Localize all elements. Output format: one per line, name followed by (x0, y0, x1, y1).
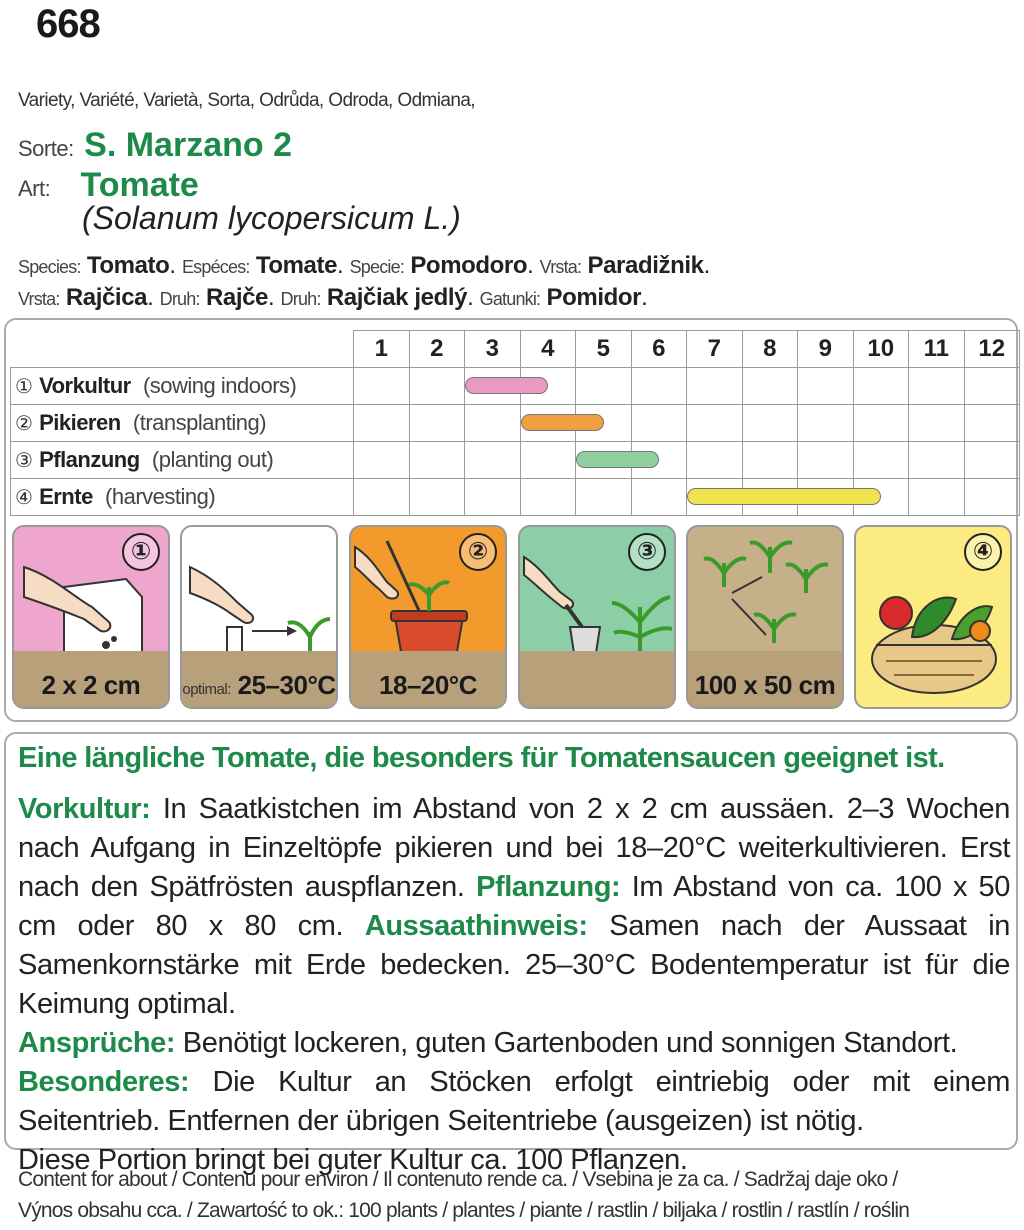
month-header: 5 (576, 331, 632, 368)
variety-languages: Variety, Variété, Varietà, Sorta, Odrůda, Odroda, Odmiana, (18, 90, 475, 111)
sorte-label: Sorte: (18, 136, 74, 161)
species-value: Paradižnik (587, 252, 704, 279)
species-label: Vrsta: (539, 257, 582, 277)
soil (520, 651, 674, 707)
species-line-1: Species: Tomato. Espéces: Tomate. Specie: Pomodoro. Vrsta: Paradižnik. (18, 252, 710, 279)
calendar-row-label (11, 405, 354, 442)
species-value: Rajče (205, 284, 268, 311)
latin-name: (Solanum lycopersicum L.) (82, 200, 461, 236)
step-marker: ① (15, 376, 33, 398)
species-value: Tomate (255, 252, 338, 279)
tile-plant-spacing (686, 525, 844, 709)
species-label: Species: (18, 257, 81, 277)
species-value: Tomato (86, 252, 170, 279)
text-ansprueche: Benötigt lockeren, guten Gartenboden und sonnigen Standort. (175, 1027, 958, 1059)
month-header: 12 (964, 331, 1020, 368)
sowing-calendar (10, 330, 1020, 516)
month-header: 9 (798, 331, 854, 368)
keyword-vorkultur: Vorkultur: (18, 793, 151, 825)
step-marker: ② (15, 413, 33, 435)
month-header: 6 (631, 331, 687, 368)
calendar-row-vorkultur (11, 368, 1020, 405)
species-label: Vrsta: (18, 289, 60, 309)
caption-prefix: optimal: (182, 681, 231, 698)
portion-yield: Diese Portion bringt bei guter Kultur ca. 100 Pflanzen. (18, 1144, 688, 1176)
cultivation-instructions (18, 790, 1010, 1180)
variety-name: S. Marzano 2 (84, 126, 292, 164)
calendar-row-pflanzung (11, 442, 1020, 479)
species-value: Pomidor (546, 284, 642, 311)
calendar-row-pikieren (11, 405, 1020, 442)
period-bar-vorkultur (465, 377, 548, 394)
tile-harvest (854, 525, 1012, 709)
text-vorkultur: In Saatkistchen im Abstand von 2 x 2 cm aussäen. 2–3 Wochen nach Aufgang in Einzeltöpfe pikieren und bei 18–20°C weiterkultivieren. Erst nach den Spätfrösten auspflanzen. (18, 793, 1010, 903)
footer-line-2: Výnos obsahu cca. / Zawartość to ok.: 100 plants / plantes / piante / rastlin / biljaka / rostlin / rastlín / roślin (18, 1199, 910, 1222)
keyword-ansprueche: Ansprüche: (18, 1027, 176, 1059)
keyword-besonderes: Besonderes: (18, 1066, 190, 1098)
caption-value: 25–30°C (237, 670, 336, 700)
species-label: Druh: (159, 289, 200, 309)
month-header: 10 (853, 331, 909, 368)
step-name-de: Vorkultur (39, 373, 131, 398)
species-label: Espéces: (181, 257, 250, 277)
species-label: Gatunki: (479, 289, 541, 309)
tile-caption (351, 670, 505, 701)
species-value: Pomodoro (410, 252, 528, 279)
month-header: 7 (687, 331, 743, 368)
step-name-de: Ernte (39, 484, 93, 509)
step-marker: ④ (15, 487, 33, 509)
tile-germination-temp (180, 525, 338, 709)
month-header: 4 (520, 331, 576, 368)
step-name-de: Pikieren (39, 410, 121, 435)
calendar-header-row (11, 331, 1020, 368)
month-header: 8 (742, 331, 798, 368)
calendar-corner (11, 331, 354, 368)
text-aussaathinweis: Samen nach der Aussaat in Samenkornstärke mit Erde bedecken. 25–30°C Bodentemperatur ist für die Keimung optimal. (18, 910, 1010, 1020)
period-bar-pflanzung (576, 451, 659, 468)
step-badge: ② (459, 533, 497, 571)
lot-number: 668 (36, 2, 100, 46)
paragraph-vorkultur (18, 790, 1010, 1024)
month-header: 11 (909, 331, 965, 368)
calendar-row-label (11, 479, 354, 516)
step-badge: ③ (628, 533, 666, 571)
month-header: 3 (465, 331, 521, 368)
paragraph-ansprueche (18, 1024, 1010, 1063)
calendar-row-label (11, 368, 354, 405)
step-name-en: (sowing indoors) (142, 373, 297, 398)
month-header: 2 (409, 331, 465, 368)
step-badge: ① (122, 533, 160, 571)
paragraph-besonderes (18, 1063, 1010, 1141)
text-pflanzung: Im Abstand von ca. 100 x 50 cm oder 80 x 80 cm. (18, 871, 1011, 942)
step-name-en: (transplanting) (132, 410, 267, 435)
step-name-en: (harvesting) (105, 484, 216, 509)
month-header: 1 (354, 331, 410, 368)
tile-planting-out (518, 525, 676, 709)
art-label: Art: (18, 176, 51, 201)
tile-sowing-spacing (12, 525, 170, 709)
step-name-en: (planting out) (151, 447, 274, 472)
caption-value: 100 x 50 cm (694, 670, 836, 700)
tile-transplant-temp (349, 525, 507, 709)
tile-caption (14, 670, 168, 701)
caption-value: 2 x 2 cm (41, 670, 141, 700)
step-marker: ③ (15, 450, 33, 472)
species-value: Rajčica (65, 284, 148, 311)
step-badge: ④ (964, 533, 1002, 571)
species-name: Tomate (80, 166, 199, 204)
calendar-row-label (11, 442, 354, 479)
period-bar-ernte (687, 488, 881, 505)
sorte-row (18, 126, 292, 165)
species-line-2: Vrsta: Rajčica. Druh: Rajče. Druh: Rajčiak jedlý. Gatunki: Pomidor. (18, 284, 648, 311)
footer-line-1: Content for about / Contenu pour environ / Il contenuto rende ca. / Vsebina je za ca. / Sadržaj daje oko / (18, 1168, 898, 1191)
keyword-pflanzung: Pflanzung: (476, 871, 621, 903)
period-bar-pikieren (521, 414, 604, 431)
product-headline: Eine längliche Tomate, die besonders für Tomatensaucen geeignet ist. (18, 742, 945, 774)
species-label: Druh: (280, 289, 321, 309)
species-label: Specie: (349, 257, 405, 277)
keyword-aussaathinweis: Aussaathinweis: (364, 910, 588, 942)
step-name-de: Pflanzung (39, 447, 140, 472)
tile-caption (688, 670, 842, 701)
caption-value: 18–20°C (379, 670, 477, 700)
calendar-row-ernte (11, 479, 1020, 516)
tile-caption (182, 670, 336, 701)
species-value: Rajčiak jedlý (326, 284, 468, 311)
content-footer (18, 1164, 909, 1226)
text-besonderes: Die Kultur an Stöcken erfolgt eintriebig oder mit einem Seitentrieb. Entfernen der übrigen Seitentriebe (ausgeizen) ist nötig. (18, 1066, 1010, 1137)
